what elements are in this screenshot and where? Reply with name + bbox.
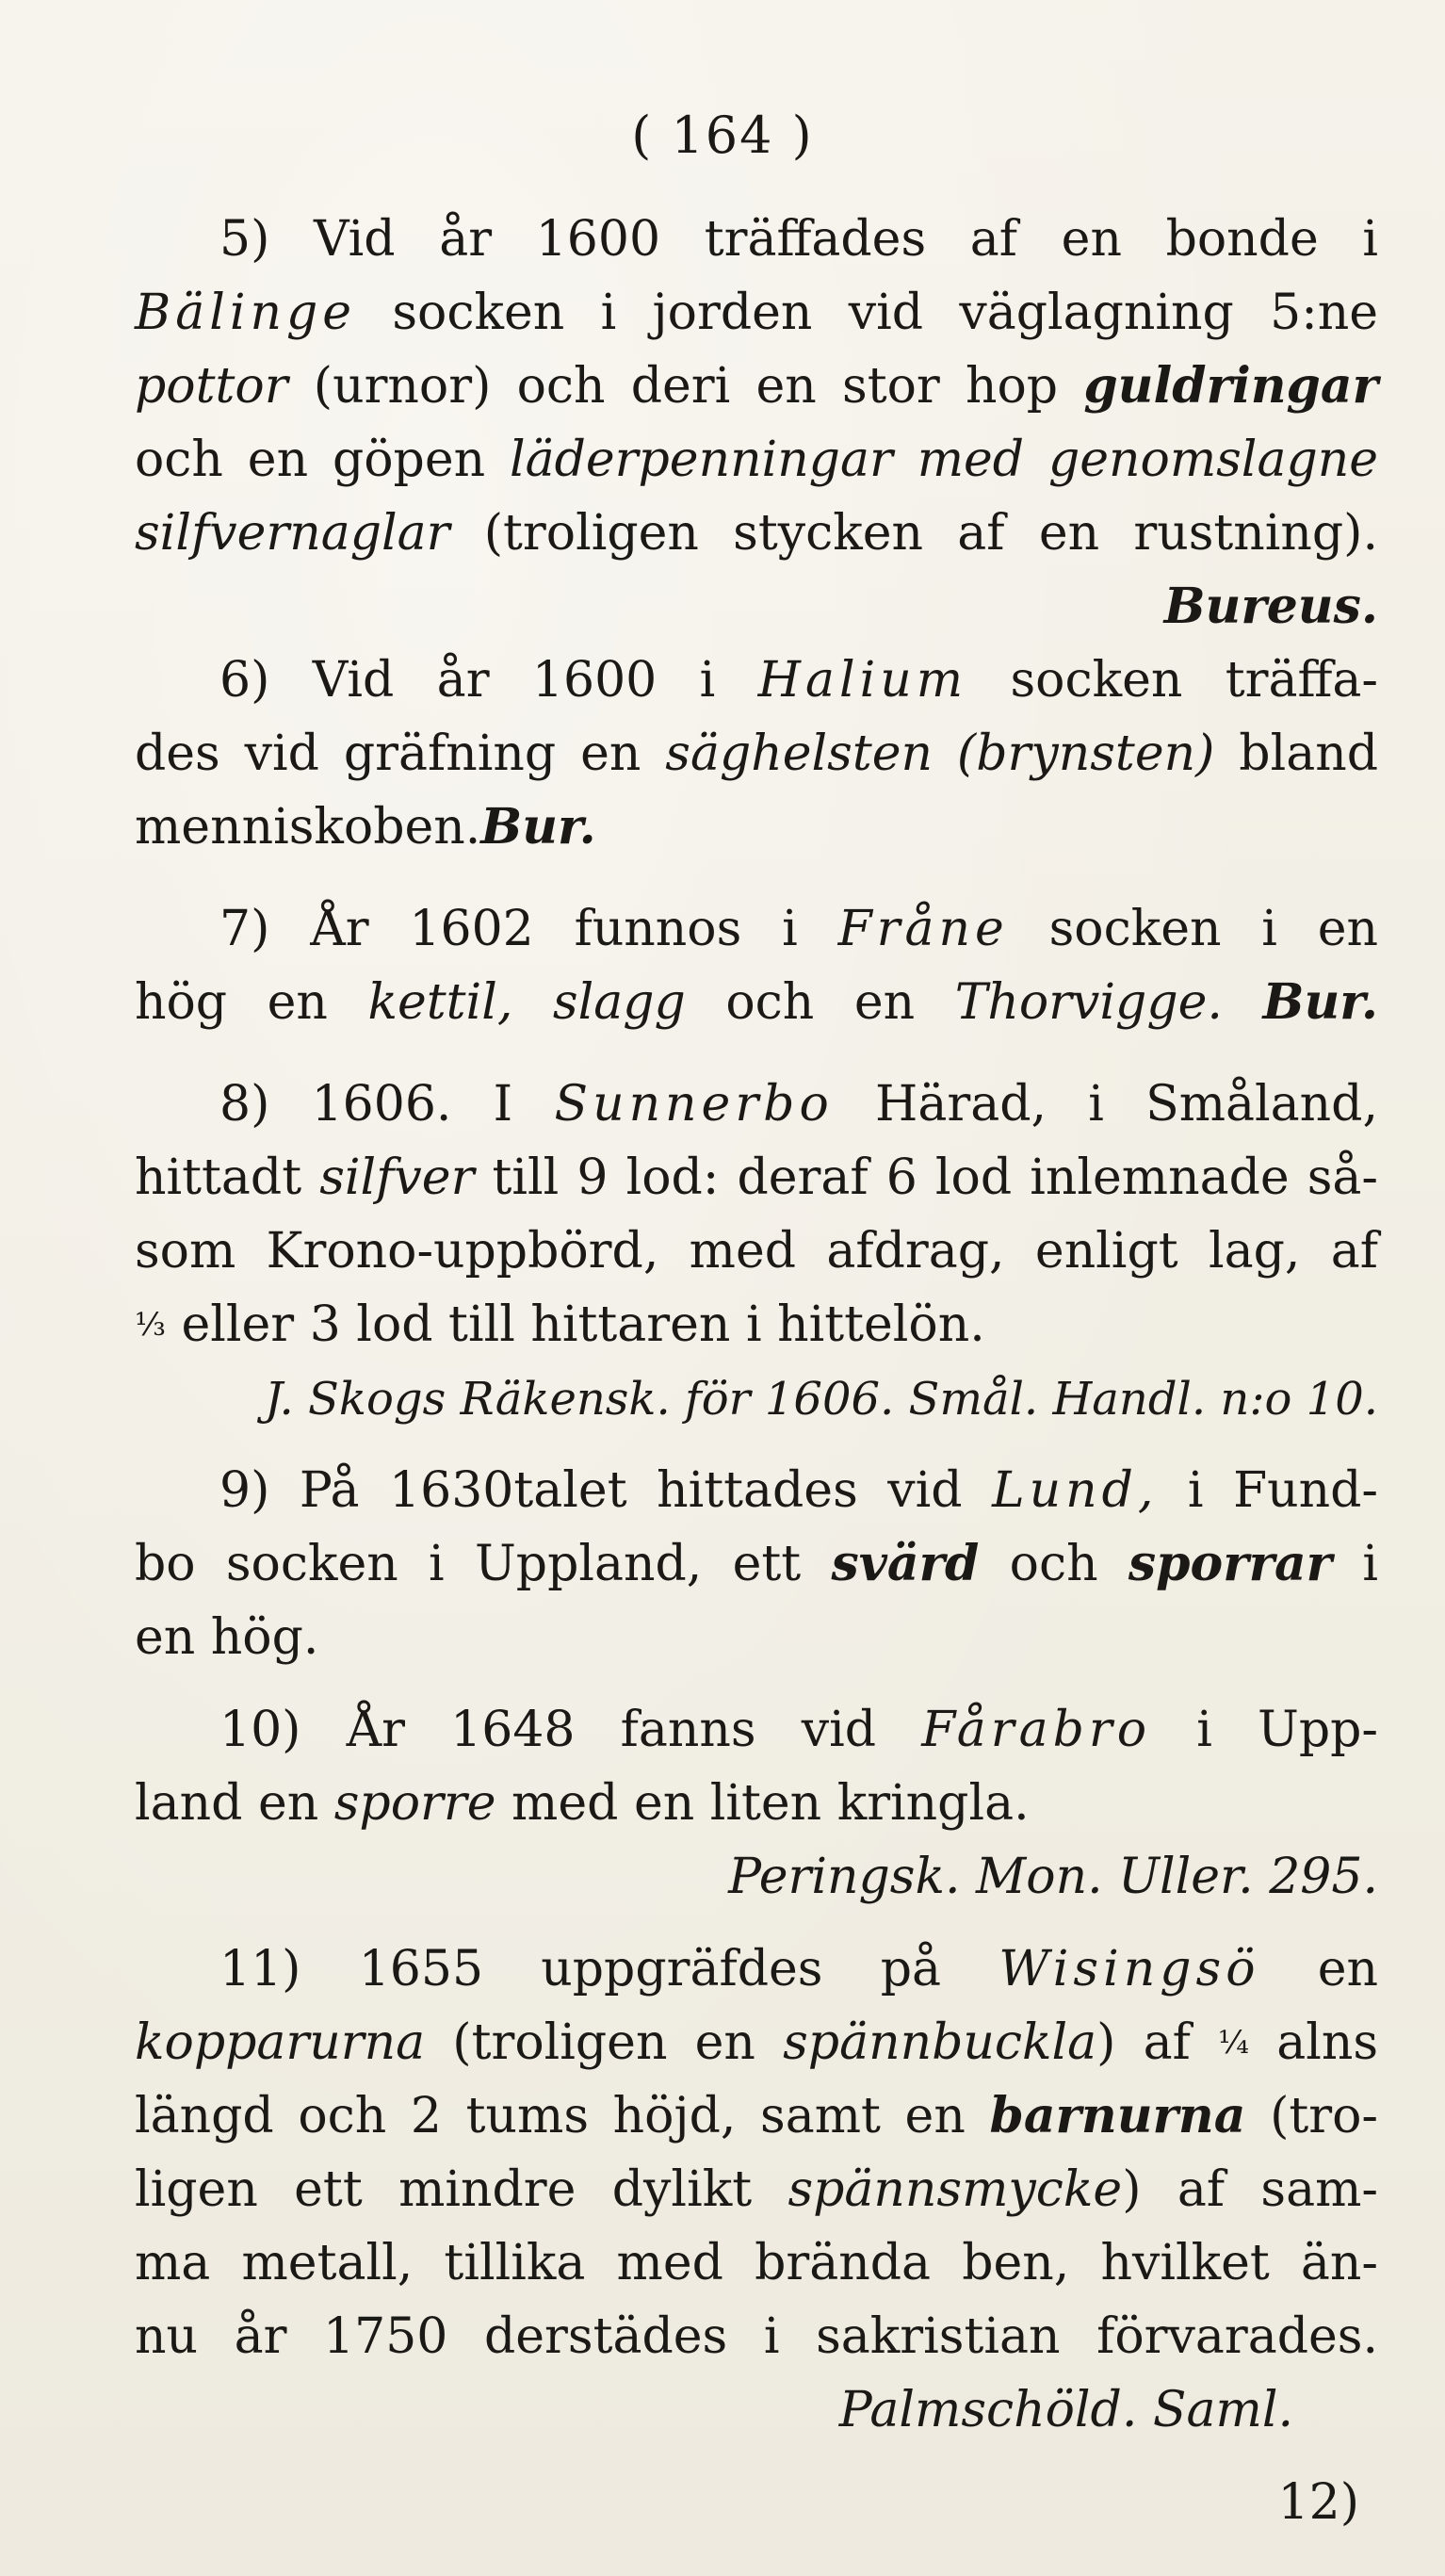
text-segment: eller 3 lod till hittaren i hittelön. (165, 1296, 985, 1353)
text-line (135, 2087, 1378, 2144)
text-segment: 6) Vid år 1600 i (219, 652, 758, 709)
text-line (135, 2235, 1378, 2291)
text-segment: en hög. (135, 1609, 319, 1666)
text-segment: nu år 1750 derstädes i sakristian förvarades. (135, 2308, 1378, 2365)
text-segment: spännbuckla (783, 2014, 1097, 2071)
text-segment: land en (135, 1775, 334, 1832)
text-line (135, 1462, 1378, 1519)
text-line (135, 1609, 1378, 1666)
citation-line (135, 1849, 1378, 1905)
text-segment: svärd (831, 1535, 980, 1592)
text-line (135, 1076, 1378, 1133)
text-segment: Lund, (992, 1462, 1159, 1519)
text-segment: sporrar (1128, 1535, 1333, 1592)
text-segment: guldringar (1083, 357, 1378, 415)
text-segment: och en (685, 974, 955, 1031)
text-line (135, 211, 1378, 268)
text-segment: Peringsk. Mon. Uller. 295. (728, 1849, 1378, 1905)
text-line (135, 1149, 1378, 1206)
text-segment: Bur. (480, 798, 596, 856)
text-segment: ) af (1096, 2014, 1219, 2071)
text-line (135, 285, 1378, 341)
text-segment: spännsmycke (787, 2161, 1123, 2218)
text-segment: ¼ (1218, 2024, 1249, 2062)
text-segment: Bälinge (135, 285, 357, 341)
citation-line (135, 578, 1378, 635)
text-line (135, 1702, 1378, 1758)
text-segment: Thorvigge. (954, 974, 1223, 1031)
citation-line (135, 1373, 1378, 1426)
text-segment: (tro- (1245, 2088, 1378, 2144)
text-segment: som Krono-uppbörd, med afdrag, enligt lag, af (135, 1223, 1378, 1280)
text-segment: Palmschöld. Saml. (838, 2382, 1293, 2438)
text-segment: (troligen en (425, 2014, 784, 2071)
text-segment: bland (1214, 726, 1378, 782)
text-segment: läderpenningar med genomslagne (509, 432, 1378, 488)
text-segment: till 9 lod: deraf 6 lod inlemnade så- (474, 1149, 1378, 1206)
text-segment: Härad, i Småland, (833, 1076, 1378, 1133)
page-number-header: ( 164 ) (631, 106, 814, 165)
text-segment: hittadt (135, 1149, 320, 1206)
text-segment: i (1332, 1536, 1378, 1592)
text-segment: Fårabro (921, 1702, 1152, 1758)
text-line (135, 505, 1378, 562)
text-line (135, 432, 1378, 488)
text-segment: des vid gräfning en (135, 726, 666, 782)
text-line (135, 1223, 1378, 1280)
text-segment: J. Skogs Räkensk. för 1606. Smål. Handl. n:o 10. (265, 1373, 1378, 1426)
text-segment: 9) På 1630talet hittades vid (219, 1462, 993, 1519)
text-line (135, 1941, 1379, 1997)
text-segment: Sunnerbo (554, 1076, 834, 1133)
text-segment: 10) År 1648 fanns vid (219, 1702, 922, 1758)
text-segment: i Upp- (1151, 1702, 1378, 1758)
text-segment: socken i en (1008, 901, 1379, 957)
text-segment: Halium (757, 652, 968, 709)
text-line (135, 2308, 1378, 2365)
text-segment: längd och 2 tums höjd, samt en (135, 2088, 990, 2144)
text-segment: barnurna (989, 2087, 1246, 2144)
text-line (135, 1775, 1378, 1832)
text-segment: silfvernaglar (135, 505, 450, 562)
text-segment: pottor (135, 358, 288, 415)
text-segment: alns (1249, 2014, 1379, 2071)
text-segment (1223, 974, 1263, 1031)
text-segment: 11) 1655 uppgräfdes på (219, 1941, 999, 1997)
text-segment: ) af sam- (1122, 2161, 1378, 2218)
text-line (135, 1296, 1378, 1353)
text-segment: kettil, slagg (367, 974, 686, 1031)
text-segment: sporre (333, 1775, 496, 1832)
citation-line (135, 2382, 1378, 2438)
text-line (135, 2014, 1379, 2071)
text-segment: socken träffa- (967, 652, 1378, 709)
text-segment: 5) Vid år 1600 träffades af en bonde i (219, 211, 1378, 268)
text-segment: ⅓ (135, 1306, 166, 1344)
text-segment: 7) År 1602 funnos i (219, 901, 838, 957)
text-segment: (troligen stycken af en rustning). (449, 505, 1378, 562)
text-line (135, 726, 1378, 782)
text-line (135, 2161, 1378, 2218)
text-segment: i Fund- (1158, 1462, 1378, 1519)
text-line (135, 798, 1378, 856)
text-segment: en (1259, 1941, 1379, 1997)
text-segment: hög en (135, 974, 368, 1031)
text-segment: säghelsten (brynsten) (665, 726, 1215, 782)
text-segment: kopparurna (135, 2014, 426, 2071)
text-segment: menniskoben. (135, 799, 481, 856)
text-segment: bo socken i Uppland, ett (135, 1536, 832, 1592)
text-segment: silfver (319, 1149, 475, 1206)
text-line (135, 357, 1378, 415)
text-segment: (urnor) och deri en stor hop (287, 358, 1084, 415)
text-segment: 8) 1606. I (219, 1076, 555, 1133)
catchword: 12) (1277, 2474, 1359, 2531)
text-segment: och (979, 1536, 1128, 1592)
text-segment: Fråne (837, 901, 1009, 957)
text-segment: Bur. (1262, 973, 1378, 1031)
text-segment: och en göpen (135, 432, 510, 488)
text-segment: Wisingsö (999, 1941, 1260, 1997)
text-line (135, 973, 1378, 1031)
text-line (135, 652, 1378, 709)
text-segment: Bureus. (1163, 578, 1378, 635)
text-segment: med en liten kringla. (495, 1775, 1030, 1832)
text-segment: socken i jorden vid väglagning 5:ne (356, 285, 1378, 341)
text-line (135, 901, 1379, 957)
text-segment: ma metall, tillika med brända ben, hvilket än- (135, 2235, 1378, 2291)
text-segment: ligen ett mindre dylikt (135, 2161, 788, 2218)
text-line (135, 1535, 1378, 1592)
